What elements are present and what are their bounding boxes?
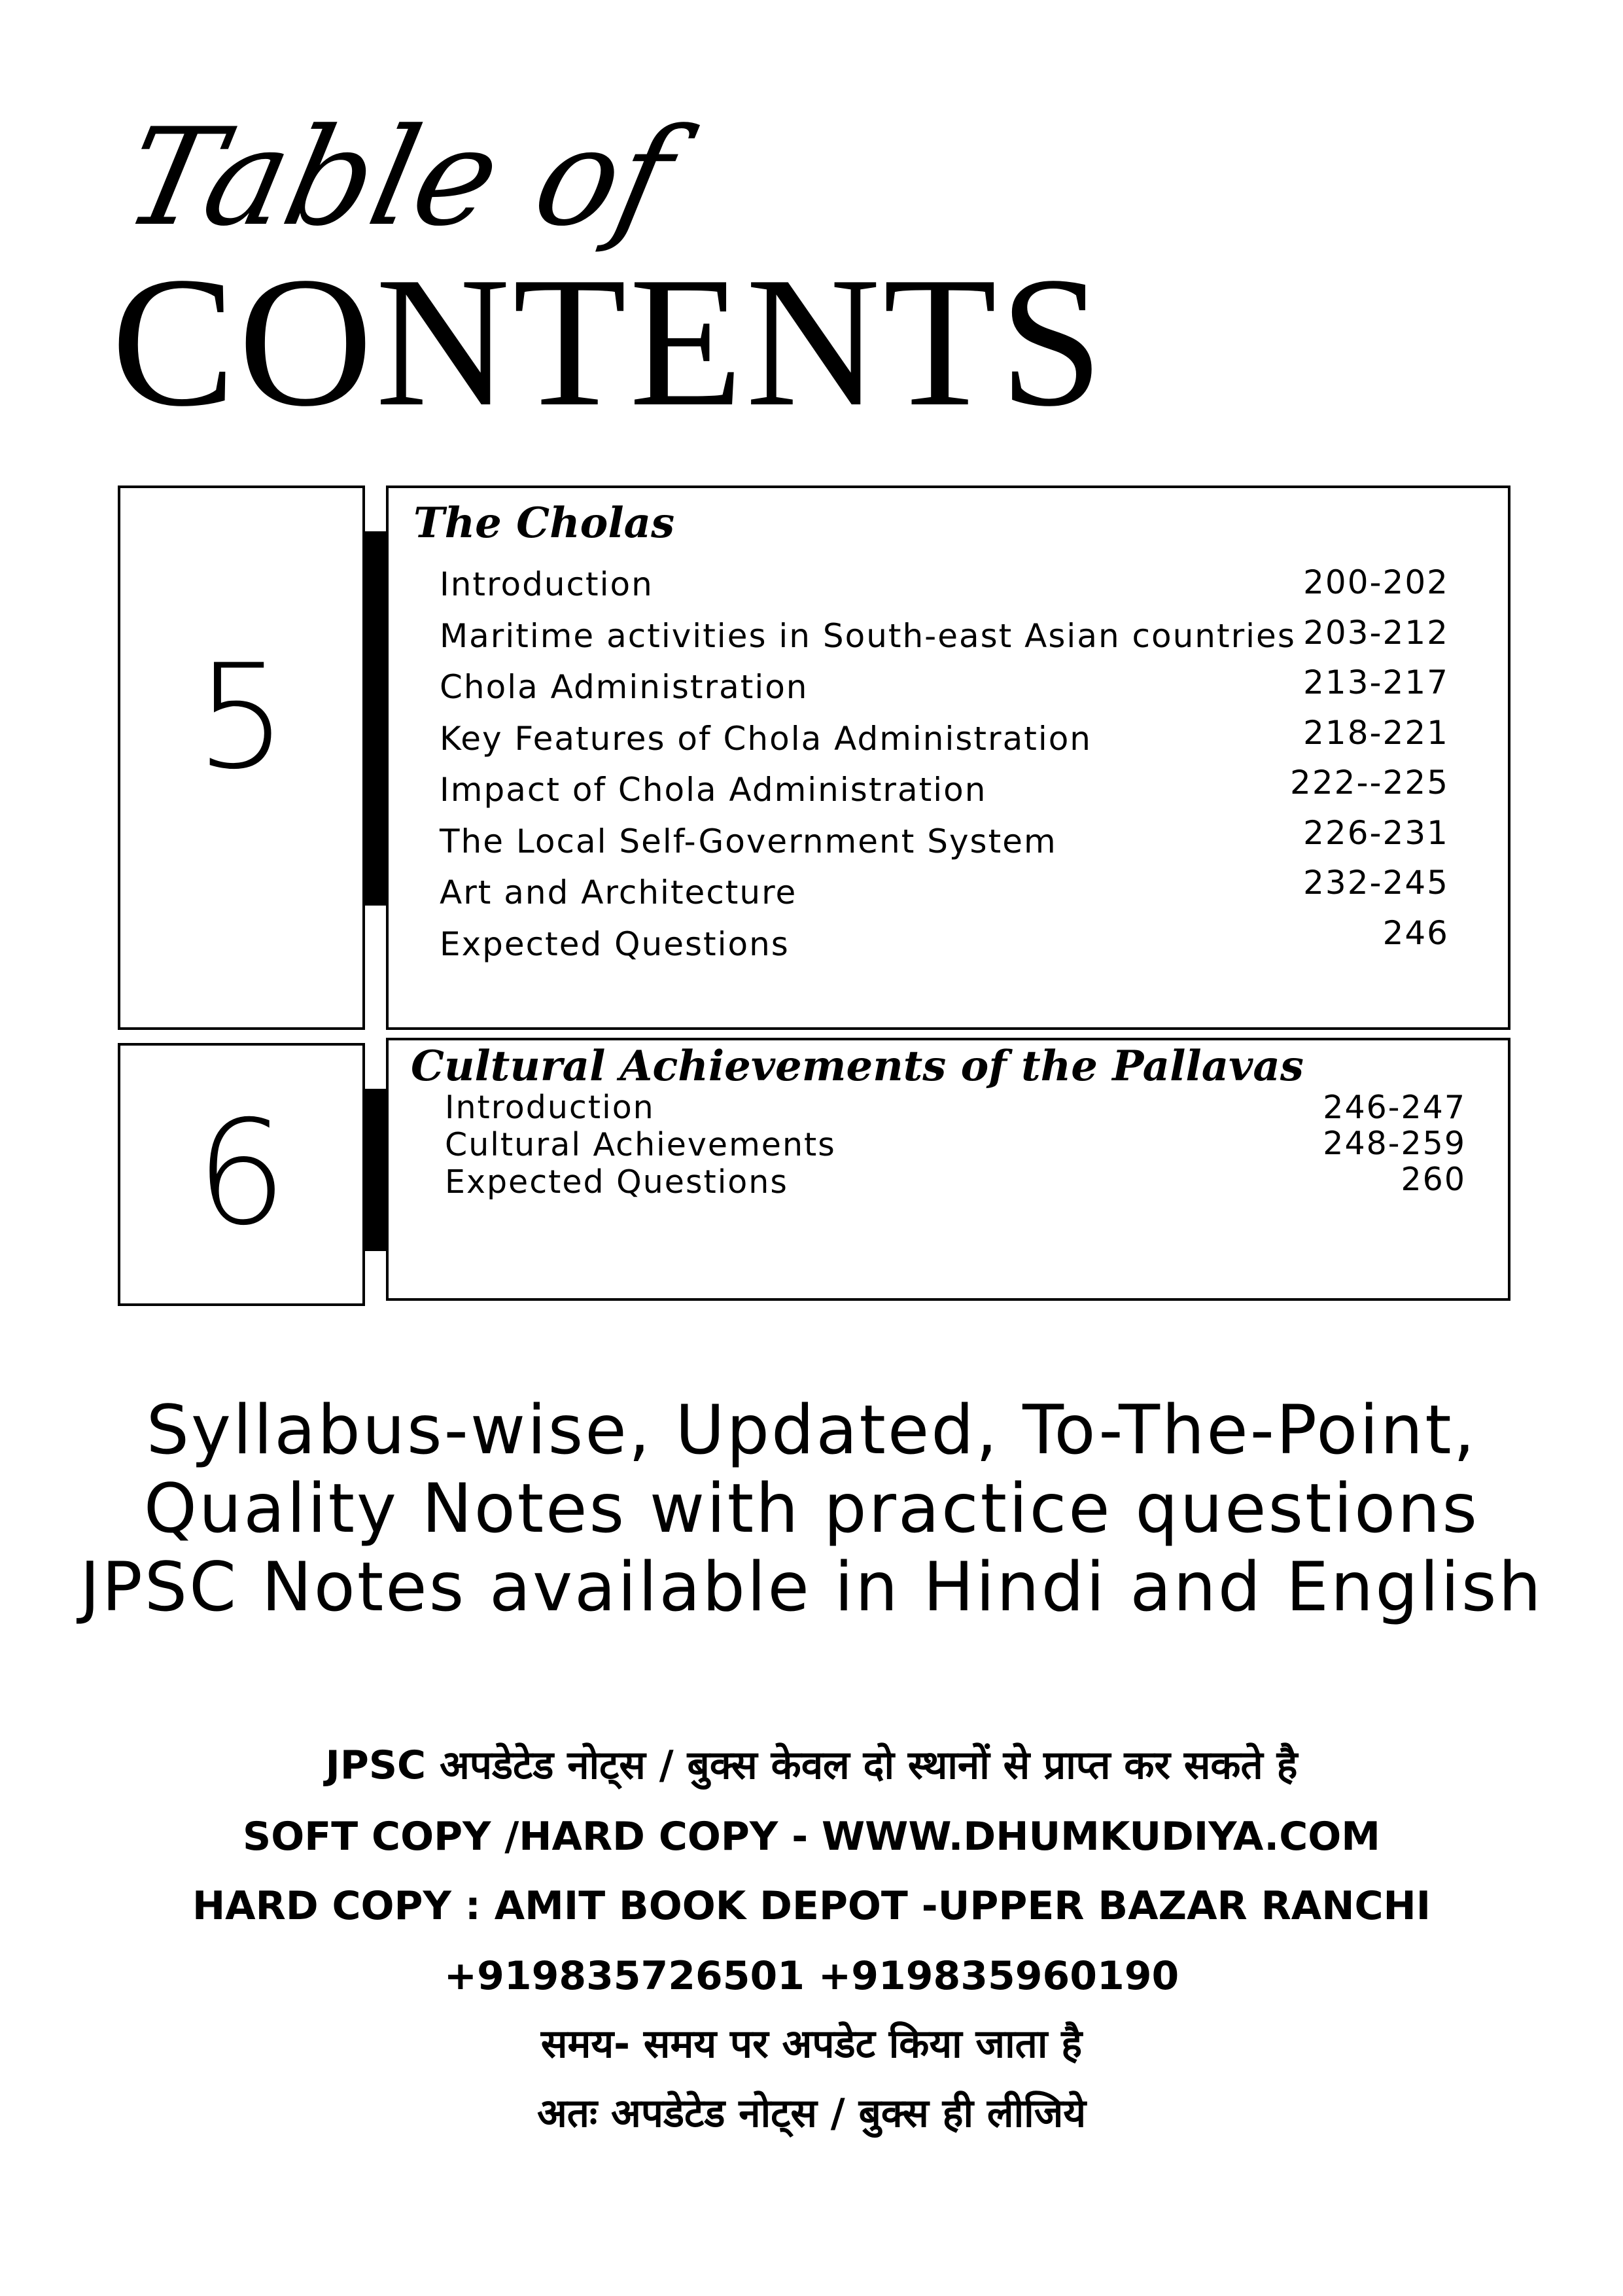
chapter-title: The Cholas bbox=[413, 499, 675, 548]
promo-line: Syllabus-wise, Updated, To-The-Point, bbox=[146, 1391, 1477, 1470]
toc-entry-pages: 248-259 bbox=[1323, 1125, 1466, 1162]
toc-entry-pages: 226-231 bbox=[1303, 813, 1449, 852]
contact-line: HARD COPY : AMIT BOOK DEPOT -UPPER BAZAR RANCHI bbox=[192, 1883, 1431, 1929]
toc-entry-label: Art and Architecture bbox=[440, 874, 797, 911]
contact-line: JPSC अपडेटेड नोट्स / बुक्स केवल दो स्थानों से प्राप्त कर सकते है bbox=[325, 1742, 1298, 1788]
toc-entry-label: Introduction bbox=[440, 565, 654, 603]
toc-entry-label: Expected Questions bbox=[445, 1163, 788, 1201]
toc-entry-label: Key Features of Chola Administration bbox=[440, 719, 1092, 758]
toc-entry-pages: 260 bbox=[1401, 1161, 1466, 1198]
contact-line: +919835726501 +919835960190 bbox=[444, 1953, 1179, 1999]
toc-entry-label: Chola Administration bbox=[440, 668, 809, 706]
toc-entry-pages: 246-247 bbox=[1323, 1089, 1466, 1126]
toc-entry-label: Expected Questions bbox=[440, 925, 790, 963]
toc-entry-pages: 246 bbox=[1382, 913, 1449, 952]
toc-entry-pages: 200-202 bbox=[1303, 563, 1449, 601]
toc-entry-pages: 218-221 bbox=[1303, 713, 1449, 752]
chapter-number: 5 bbox=[196, 633, 287, 801]
chapter-number: 6 bbox=[196, 1089, 287, 1257]
toc-entry-label: Introduction bbox=[445, 1089, 655, 1126]
toc-entry-pages: 222--225 bbox=[1290, 764, 1449, 802]
contact-line: अतः अपडेटेड नोट्स / बुक्स ही लीजिये bbox=[536, 2091, 1087, 2136]
toc-entry-pages: 232-245 bbox=[1303, 864, 1449, 902]
chapter-title: Cultural Achievements of the Pallavas bbox=[411, 1042, 1304, 1091]
toc-entry-pages: 213-217 bbox=[1303, 663, 1449, 701]
chapter-accent-bar bbox=[365, 531, 389, 906]
promo-line: JPSC Notes available in Hindi and English bbox=[80, 1548, 1543, 1627]
chapter-number-box bbox=[118, 1043, 365, 1306]
chapter-number-box bbox=[118, 486, 365, 1030]
toc-entry-label: Impact of Chola Administration bbox=[440, 771, 987, 809]
promo-line: Quality Notes with practice questions bbox=[143, 1470, 1480, 1548]
title-script-line: Table of bbox=[112, 100, 686, 256]
toc-entry-pages: 203-212 bbox=[1303, 613, 1449, 652]
contact-line: समय- समय पर अपडेट किया जाता है bbox=[540, 2021, 1083, 2067]
toc-entry-label: Cultural Achievements bbox=[445, 1126, 836, 1163]
toc-entry-label: Maritime activities in South-east Asian countries bbox=[440, 616, 1296, 655]
contact-line: SOFT COPY /HARD COPY - WWW.DHUMKUDIYA.COM bbox=[243, 1814, 1380, 1860]
toc-entry-label: The Local Self-Government System bbox=[440, 822, 1057, 860]
chapter-accent-bar bbox=[365, 1089, 389, 1251]
title-main-line: CONTENTS bbox=[111, 238, 1106, 445]
